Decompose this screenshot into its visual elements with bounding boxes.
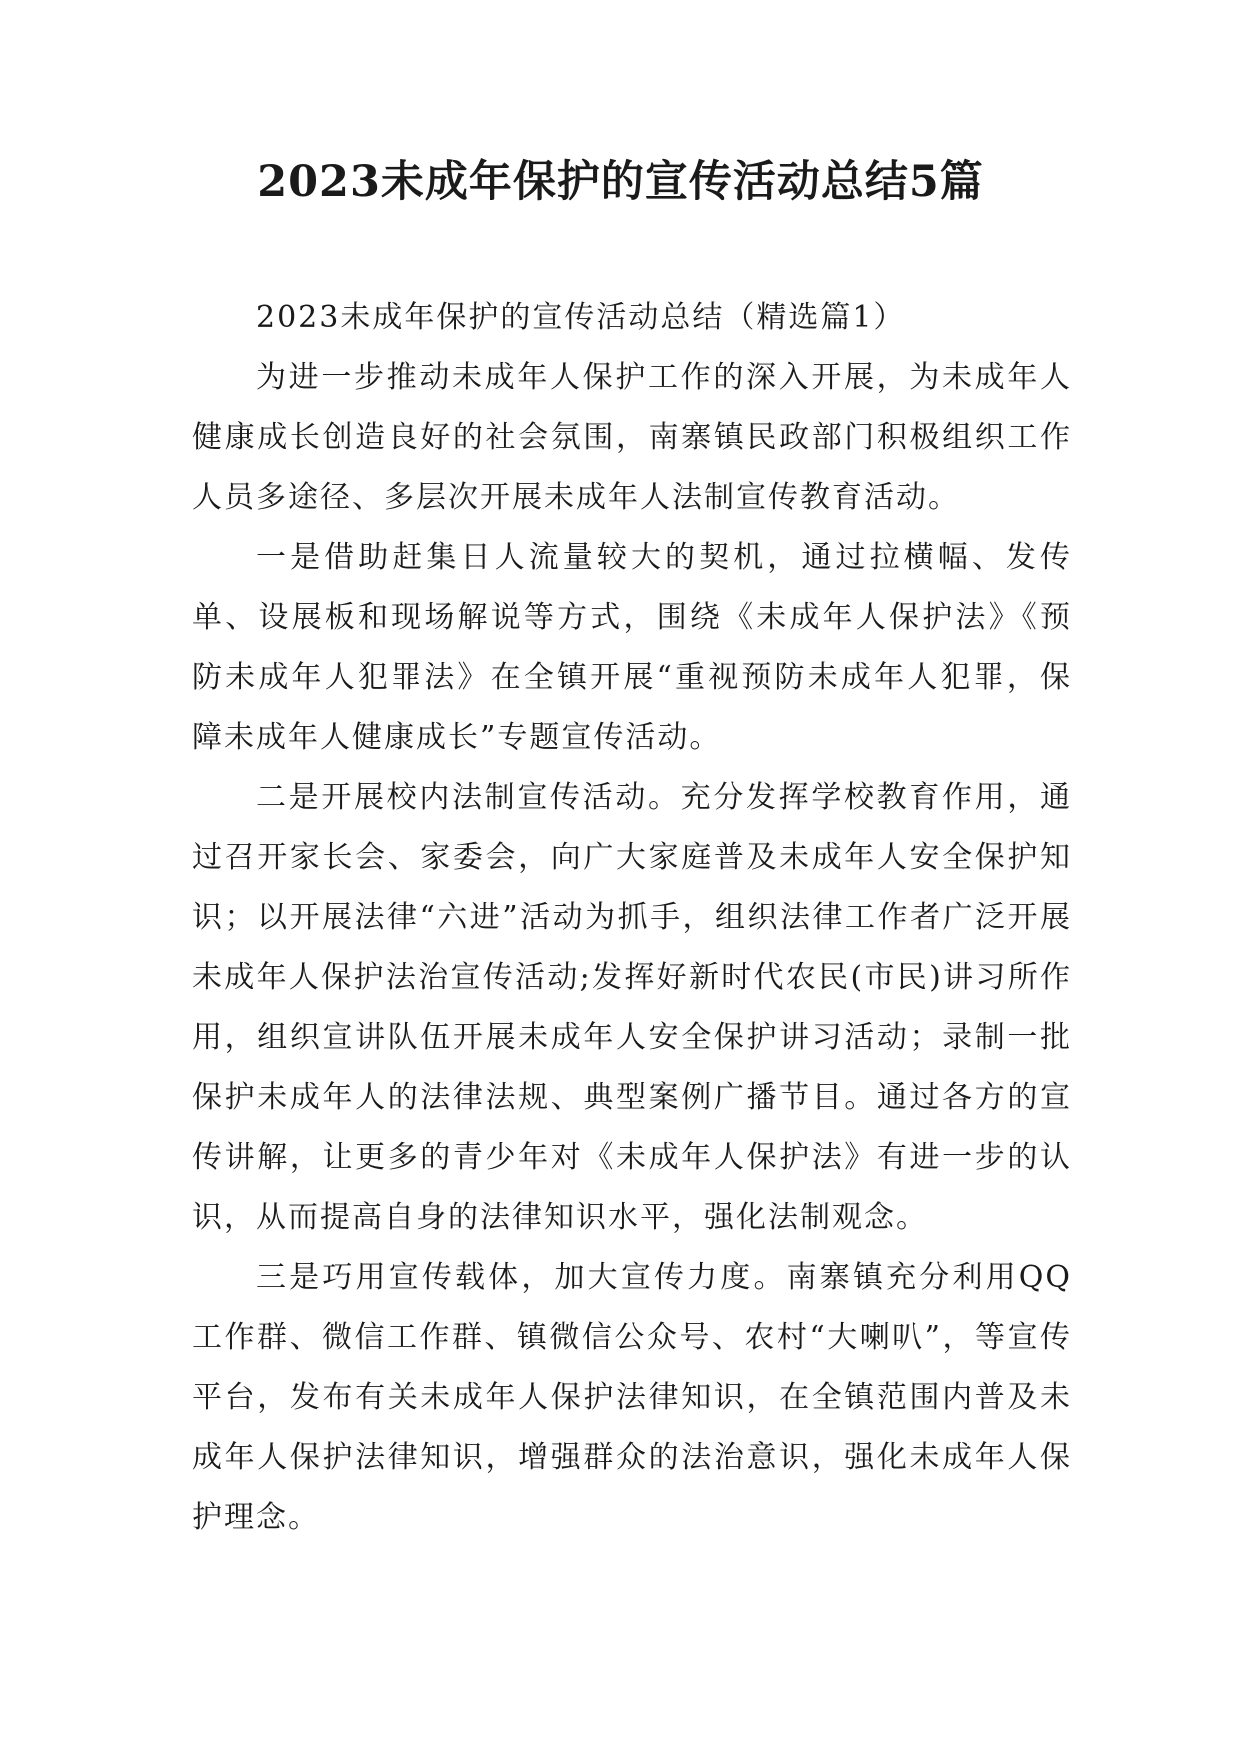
paragraph-intro: 为进一步推动未成年人保护工作的深入开展，为未成年人健康成长创造良好的社会氛围，南寨镇民政部门积极组织工作人员多途径、多层次开展未成年人法制宣传教育活动。 xyxy=(192,360,1072,515)
paragraph-first-measure: 一是借助赶集日人流量较大的契机，通过拉横幅、发传单、设展板和现场解说等方式，围绕《未成年人保护法》《预防未成年人犯罪法》在全镇开展“重视预防未成年人犯罪，保障未成年人健康成长”专题宣传活动。 xyxy=(192,540,1072,755)
document-title: 2023未成年保护的宣传活动总结5篇 xyxy=(257,157,984,207)
section-subtitle: 2023未成年保护的宣传活动总结（精选篇1） xyxy=(256,300,906,335)
paragraph-second-measure: 二是开展校内法制宣传活动。充分发挥学校教育作用，通过召开家长会、家委会，向广大家庭普及未成年人安全保护知识；以开展法律“六进”活动为抓手，组织法律工作者广泛开展未成年人保护法治宣传活动;发挥好新时代农民(市民)讲习所作用，组织宣讲队伍开展未成年人安全保护讲习活动；录制一批保护未成年人的法律法规、典型案例广播节目。通过各方的宣传讲解，让更多的青少年对《未成年人保护法》有进一步的认识，从而提高自身的法律知识水平，强化法制观念。 xyxy=(192,780,1072,1235)
paragraph-third-measure: 三是巧用宣传载体，加大宣传力度。南寨镇充分利用QQ工作群、微信工作群、镇微信公众号、农村“大喇叭”，等宣传平台，发布有关未成年人保护法律知识，在全镇范围内普及未成年人保护法律知识，增强群众的法治意识，强化未成年人保护理念。 xyxy=(192,1260,1072,1535)
document-body xyxy=(192,288,1072,1548)
